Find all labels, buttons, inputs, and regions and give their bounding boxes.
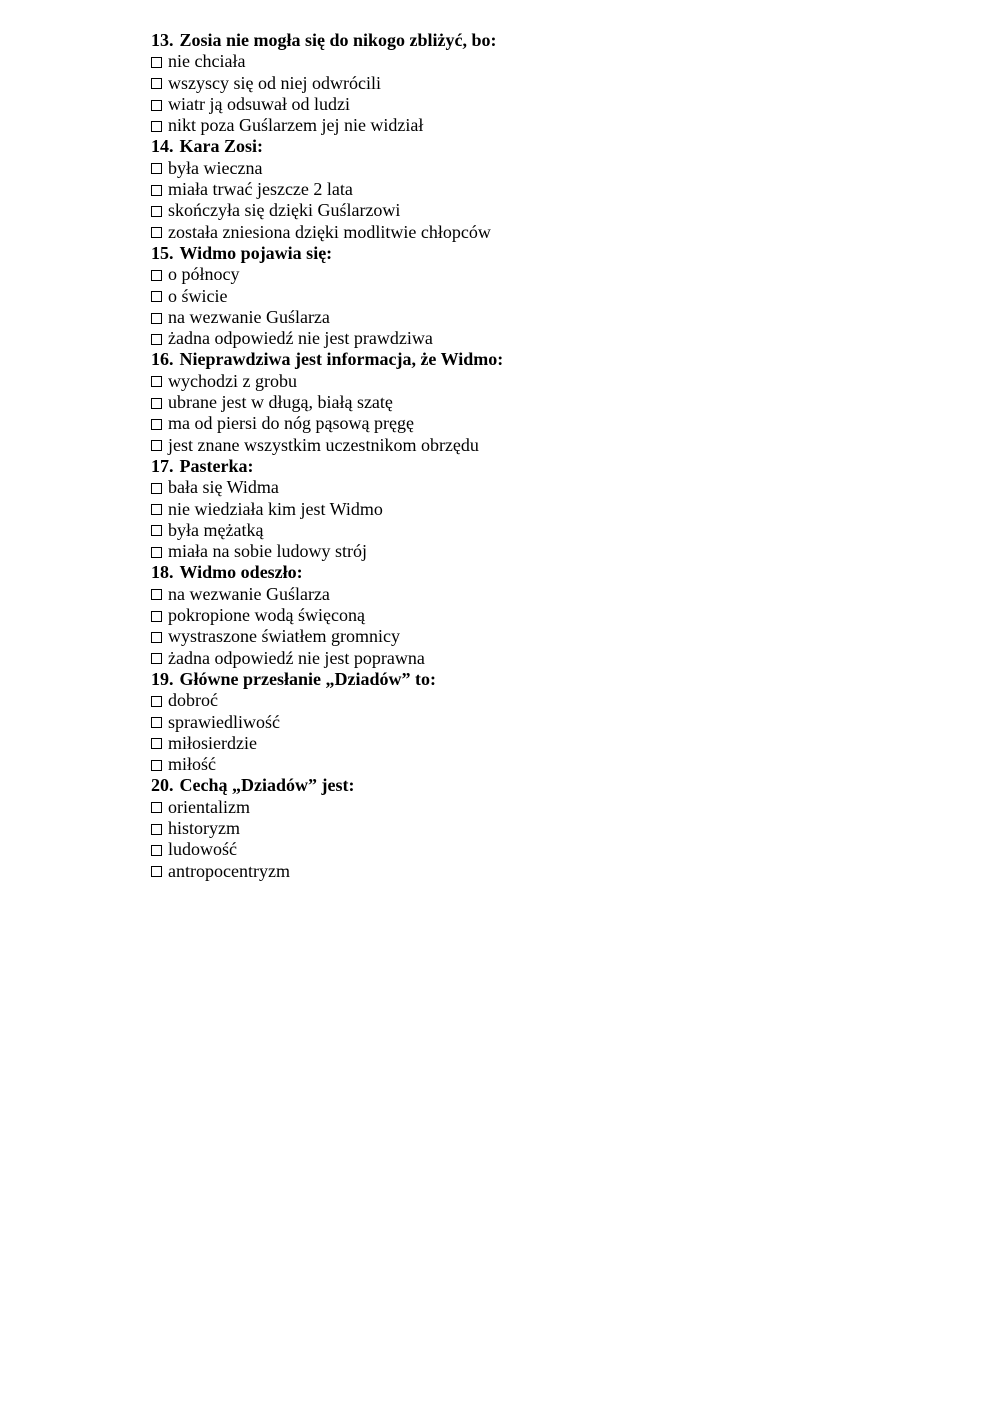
answer-label: nikt poza Guślarzem jej nie widział — [168, 115, 424, 136]
answer-label: miała na sobie ludowy strój — [168, 541, 367, 562]
answer-option[interactable] — [151, 413, 851, 434]
checkbox-icon[interactable] — [151, 398, 162, 409]
question-number: 19. — [151, 668, 174, 689]
answer-option[interactable] — [151, 584, 851, 605]
checkbox-icon[interactable] — [151, 824, 162, 835]
answer-option[interactable] — [151, 754, 851, 775]
question-text: Pasterka: — [179, 455, 254, 476]
question-title — [151, 456, 851, 477]
answer-label: o świcie — [168, 285, 228, 306]
answer-label: miała trwać jeszcze 2 lata — [168, 179, 353, 200]
question-13 — [151, 30, 851, 136]
answer-option[interactable] — [151, 861, 851, 882]
question-text: Nieprawdziwa jest informacja, że Widmo: — [179, 349, 504, 370]
checkbox-icon[interactable] — [151, 525, 162, 536]
question-title — [151, 30, 851, 51]
checkbox-icon[interactable] — [151, 504, 162, 515]
checkbox-icon[interactable] — [151, 291, 162, 302]
checkbox-icon[interactable] — [151, 632, 162, 643]
answer-option[interactable] — [151, 73, 851, 94]
checkbox-icon[interactable] — [151, 547, 162, 558]
answer-label: ludowość — [168, 839, 237, 860]
answer-label: została zniesiona dzięki modlitwie chłopców — [168, 221, 491, 242]
answer-label: bała się Widma — [168, 477, 279, 498]
checkbox-icon[interactable] — [151, 483, 162, 494]
question-number: 20. — [151, 775, 174, 796]
question-title — [151, 669, 851, 690]
answer-option[interactable] — [151, 648, 851, 669]
answer-label: miłość — [168, 754, 216, 775]
question-text: Główne przesłanie „Dziadów” to: — [179, 668, 436, 689]
checkbox-icon[interactable] — [151, 866, 162, 877]
question-title — [151, 775, 851, 796]
answer-option[interactable] — [151, 520, 851, 541]
checkbox-icon[interactable] — [151, 696, 162, 707]
answer-label: nie wiedziała kim jest Widmo — [168, 498, 383, 519]
question-17 — [151, 456, 851, 562]
answer-option[interactable] — [151, 222, 851, 243]
answer-label: jest znane wszystkim uczestnikom obrzędu — [168, 434, 479, 455]
question-number: 16. — [151, 349, 174, 370]
answer-option[interactable] — [151, 115, 851, 136]
answer-label: skończyła się dzięki Guślarzowi — [168, 200, 401, 221]
question-16 — [151, 349, 851, 455]
answer-option[interactable] — [151, 200, 851, 221]
answer-label: nie chciała — [168, 51, 246, 72]
answer-option[interactable] — [151, 435, 851, 456]
question-number: 18. — [151, 562, 174, 583]
answer-option[interactable] — [151, 94, 851, 115]
answer-option[interactable] — [151, 797, 851, 818]
answer-label: o północy — [168, 264, 240, 285]
answer-option[interactable] — [151, 158, 851, 179]
answer-label: była mężatką — [168, 519, 264, 540]
answer-label: na wezwanie Guślarza — [168, 583, 330, 604]
question-text: Widmo pojawia się: — [179, 242, 333, 263]
checkbox-icon[interactable] — [151, 376, 162, 387]
answer-label: ubrane jest w długą, białą szatę — [168, 392, 393, 413]
checkbox-icon[interactable] — [151, 760, 162, 771]
checkbox-icon[interactable] — [151, 57, 162, 68]
question-19 — [151, 669, 851, 775]
answer-option[interactable] — [151, 541, 851, 562]
question-text: Widmo odeszło: — [179, 562, 303, 583]
question-number: 17. — [151, 455, 174, 476]
answer-label: wystraszone światłem gromnicy — [168, 626, 400, 647]
checkbox-icon[interactable] — [151, 653, 162, 664]
answer-option[interactable] — [151, 179, 851, 200]
checkbox-icon[interactable] — [151, 334, 162, 345]
answer-option[interactable] — [151, 307, 851, 328]
checkbox-icon[interactable] — [151, 163, 162, 174]
quiz-list — [151, 30, 851, 882]
checkbox-icon[interactable] — [151, 440, 162, 451]
answer-option[interactable] — [151, 605, 851, 626]
question-number: 13. — [151, 30, 174, 50]
answer-option[interactable] — [151, 264, 851, 285]
answer-label: ma od piersi do nóg pąsową pręgę — [168, 413, 414, 434]
answer-label: żadna odpowiedź nie jest poprawna — [168, 647, 425, 668]
question-15 — [151, 243, 851, 349]
answer-label: wszyscy się od niej odwrócili — [168, 72, 381, 93]
checkbox-icon[interactable] — [151, 313, 162, 324]
answer-option[interactable] — [151, 839, 851, 860]
checkbox-icon[interactable] — [151, 589, 162, 600]
answer-option[interactable] — [151, 328, 851, 349]
answer-option[interactable] — [151, 499, 851, 520]
answer-label: sprawiedliwość — [168, 711, 280, 732]
checkbox-icon[interactable] — [151, 121, 162, 132]
answer-option[interactable] — [151, 712, 851, 733]
answer-label: wychodzi z grobu — [168, 370, 297, 391]
checkbox-icon[interactable] — [151, 270, 162, 281]
checkbox-icon[interactable] — [151, 717, 162, 728]
checkbox-icon[interactable] — [151, 206, 162, 217]
answer-option[interactable] — [151, 286, 851, 307]
answer-option[interactable] — [151, 733, 851, 754]
answer-label: miłosierdzie — [168, 732, 257, 753]
answer-option[interactable] — [151, 51, 851, 72]
checkbox-icon[interactable] — [151, 78, 162, 89]
checkbox-icon[interactable] — [151, 845, 162, 856]
checkbox-icon[interactable] — [151, 227, 162, 238]
answer-label: historyzm — [168, 817, 240, 838]
question-number: 14. — [151, 136, 174, 157]
checkbox-icon[interactable] — [151, 738, 162, 749]
checkbox-icon[interactable] — [151, 419, 162, 430]
answer-label: pokropione wodą święconą — [168, 605, 365, 626]
question-text: Cechą „Dziadów” jest: — [179, 775, 355, 796]
answer-option[interactable] — [151, 690, 851, 711]
answer-label: była wieczna — [168, 157, 263, 178]
answer-option[interactable] — [151, 818, 851, 839]
answer-label: na wezwanie Guślarza — [168, 306, 330, 327]
answer-option[interactable] — [151, 477, 851, 498]
answer-option[interactable] — [151, 626, 851, 647]
answer-label: orientalizm — [168, 796, 250, 817]
question-20 — [151, 775, 851, 881]
checkbox-icon[interactable] — [151, 611, 162, 622]
question-title — [151, 349, 851, 370]
checkbox-icon[interactable] — [151, 185, 162, 196]
answer-label: antropocentryzm — [168, 860, 290, 881]
checkbox-icon[interactable] — [151, 100, 162, 111]
question-title — [151, 136, 851, 157]
checkbox-icon[interactable] — [151, 802, 162, 813]
question-title — [151, 243, 851, 264]
question-14 — [151, 136, 851, 242]
answer-label: dobroć — [168, 690, 218, 711]
answer-label: żadna odpowiedź nie jest prawdziwa — [168, 328, 433, 349]
answer-option[interactable] — [151, 371, 851, 392]
answer-label: wiatr ją odsuwał od ludzi — [168, 93, 350, 114]
question-title — [151, 562, 851, 583]
question-number: 15. — [151, 242, 174, 263]
question-text: Zosia nie mogła się do nikogo zbliżyć, bo: — [179, 30, 497, 50]
question-text: Kara Zosi: — [179, 136, 263, 157]
answer-option[interactable] — [151, 392, 851, 413]
question-18 — [151, 562, 851, 668]
